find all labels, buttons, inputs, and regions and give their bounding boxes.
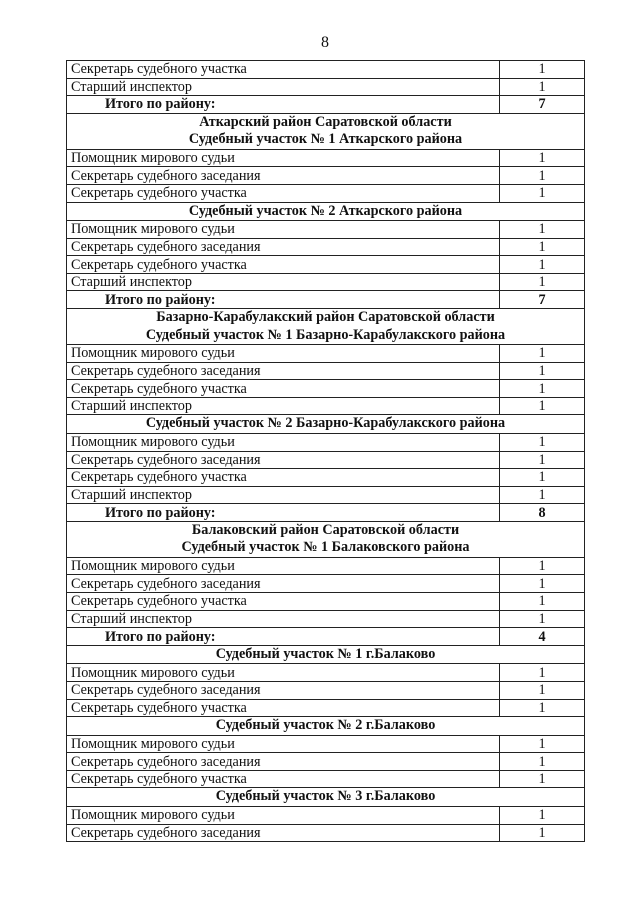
section-header-row: [67, 113, 585, 149]
position-count: 1: [500, 362, 585, 380]
section-header-line: Судебный участок № 1 Базарно-Карабулакского района: [145, 326, 506, 343]
total-value: 8: [500, 504, 585, 522]
position-label: Помощник мирового судьи: [67, 735, 500, 753]
total-value: 7: [500, 291, 585, 309]
position-label: Секретарь судебного заседания: [67, 362, 500, 380]
position-label: Секретарь судебного участка: [67, 184, 500, 202]
position-count: 1: [500, 167, 585, 185]
position-label: Секретарь судебного заседания: [67, 681, 500, 699]
position-count: 1: [500, 433, 585, 451]
position-label: Секретарь судебного участка: [67, 699, 500, 717]
position-label: Помощник мирового судьи: [67, 149, 500, 167]
table-row: [67, 433, 585, 451]
total-row: [67, 291, 585, 309]
total-label: Итого по району:: [67, 504, 500, 522]
section-header-row: [67, 788, 585, 807]
total-value: 4: [500, 628, 585, 646]
table-row: [67, 735, 585, 753]
position-label: Секретарь судебного заседания: [67, 824, 500, 842]
position-count: 1: [500, 664, 585, 682]
position-count: 1: [500, 61, 585, 79]
section-header-row: [67, 202, 585, 221]
position-label: Секретарь судебного заседания: [67, 753, 500, 771]
section-header: [67, 309, 585, 345]
position-label: Старший инспектор: [67, 78, 500, 96]
position-count: 1: [500, 221, 585, 239]
position-count: 1: [500, 380, 585, 398]
section-header-line: Аткарский район Саратовской области: [199, 113, 452, 130]
table-row: [67, 362, 585, 380]
section-header: [67, 645, 585, 664]
position-label: Помощник мирового судьи: [67, 345, 500, 363]
table-row: [67, 681, 585, 699]
table-row: [67, 221, 585, 239]
position-label: Помощник мирового судьи: [67, 664, 500, 682]
section-header-line: Базарно-Карабулакский район Саратовской области: [156, 309, 495, 326]
position-count: 1: [500, 699, 585, 717]
table-row: [67, 753, 585, 771]
section-header-line: Судебный участок № 1 Балаковского района: [181, 539, 470, 556]
section-header: [67, 788, 585, 807]
total-row: [67, 628, 585, 646]
position-label: Секретарь судебного заседания: [67, 451, 500, 469]
total-row: [67, 96, 585, 114]
section-header-line: Судебный участок № 2 Базарно-Карабулакского района: [145, 415, 506, 432]
staff-table: [66, 60, 585, 842]
position-count: 1: [500, 149, 585, 167]
section-header: [67, 202, 585, 221]
section-header-line: Балаковский район Саратовской области: [191, 521, 460, 538]
position-label: Секретарь судебного заседания: [67, 167, 500, 185]
position-label: Секретарь судебного заседания: [67, 238, 500, 256]
table-row: [67, 256, 585, 274]
position-count: 1: [500, 593, 585, 611]
position-count: 1: [500, 345, 585, 363]
section-header-row: [67, 309, 585, 345]
section-header: [67, 113, 585, 149]
table-row: [67, 345, 585, 363]
position-count: 1: [500, 753, 585, 771]
position-count: 1: [500, 486, 585, 504]
position-label: Старший инспектор: [67, 610, 500, 628]
table-row: [67, 167, 585, 185]
position-count: 1: [500, 78, 585, 96]
total-label: Итого по району:: [67, 291, 500, 309]
table-row: [67, 469, 585, 487]
position-label: Секретарь судебного участка: [67, 469, 500, 487]
position-count: 1: [500, 184, 585, 202]
section-header-line: Судебный участок № 2 г.Балаково: [215, 717, 436, 734]
position-count: 1: [500, 824, 585, 842]
table-row: [67, 273, 585, 291]
position-count: 1: [500, 575, 585, 593]
table-row: [67, 451, 585, 469]
section-header: [67, 717, 585, 736]
position-count: 1: [500, 273, 585, 291]
position-label: Секретарь судебного участка: [67, 256, 500, 274]
position-label: Секретарь судебного заседания: [67, 575, 500, 593]
position-label: Секретарь судебного участка: [67, 380, 500, 398]
section-header-line: Судебный участок № 3 г.Балаково: [215, 788, 436, 805]
section-header-line: Судебный участок № 1 г.Балаково: [215, 645, 436, 662]
position-label: Секретарь судебного участка: [67, 61, 500, 79]
position-label: Старший инспектор: [67, 397, 500, 415]
section-header: [67, 521, 585, 557]
position-label: Старший инспектор: [67, 273, 500, 291]
position-count: 1: [500, 770, 585, 788]
table-row: [67, 664, 585, 682]
position-label: Помощник мирового судьи: [67, 221, 500, 239]
table-row: [67, 486, 585, 504]
section-header-row: [67, 717, 585, 736]
table-row: [67, 806, 585, 824]
position-label: Помощник мирового судьи: [67, 557, 500, 575]
position-count: 1: [500, 451, 585, 469]
position-count: 1: [500, 806, 585, 824]
table-row: [67, 238, 585, 256]
position-count: 1: [500, 238, 585, 256]
position-count: 1: [500, 397, 585, 415]
table-row: [67, 699, 585, 717]
position-count: 1: [500, 681, 585, 699]
position-count: 1: [500, 469, 585, 487]
section-header: [67, 415, 585, 434]
section-header-line: Судебный участок № 2 Аткарского района: [188, 202, 463, 219]
position-label: Помощник мирового судьи: [67, 433, 500, 451]
table-row: [67, 593, 585, 611]
table-row: [67, 557, 585, 575]
table-row: [67, 575, 585, 593]
table-row: [67, 824, 585, 842]
position-label: Помощник мирового судьи: [67, 806, 500, 824]
position-count: 1: [500, 557, 585, 575]
section-header-row: [67, 415, 585, 434]
table-row: [67, 149, 585, 167]
position-label: Старший инспектор: [67, 486, 500, 504]
section-header-line: Судебный участок № 1 Аткарского района: [188, 131, 463, 148]
page-number: 8: [321, 34, 329, 51]
table-row: [67, 610, 585, 628]
position-count: 1: [500, 610, 585, 628]
section-header-row: [67, 521, 585, 557]
total-label: Итого по району:: [67, 96, 500, 114]
position-label: Секретарь судебного участка: [67, 593, 500, 611]
table-row: [67, 380, 585, 398]
section-header-row: [67, 645, 585, 664]
position-label: Секретарь судебного участка: [67, 770, 500, 788]
total-label: Итого по району:: [67, 628, 500, 646]
table-row: [67, 184, 585, 202]
position-count: 1: [500, 256, 585, 274]
table-row: [67, 397, 585, 415]
total-row: [67, 504, 585, 522]
table-row: [67, 61, 585, 79]
total-value: 7: [500, 96, 585, 114]
table-row: [67, 770, 585, 788]
table-row: [67, 78, 585, 96]
position-count: 1: [500, 735, 585, 753]
